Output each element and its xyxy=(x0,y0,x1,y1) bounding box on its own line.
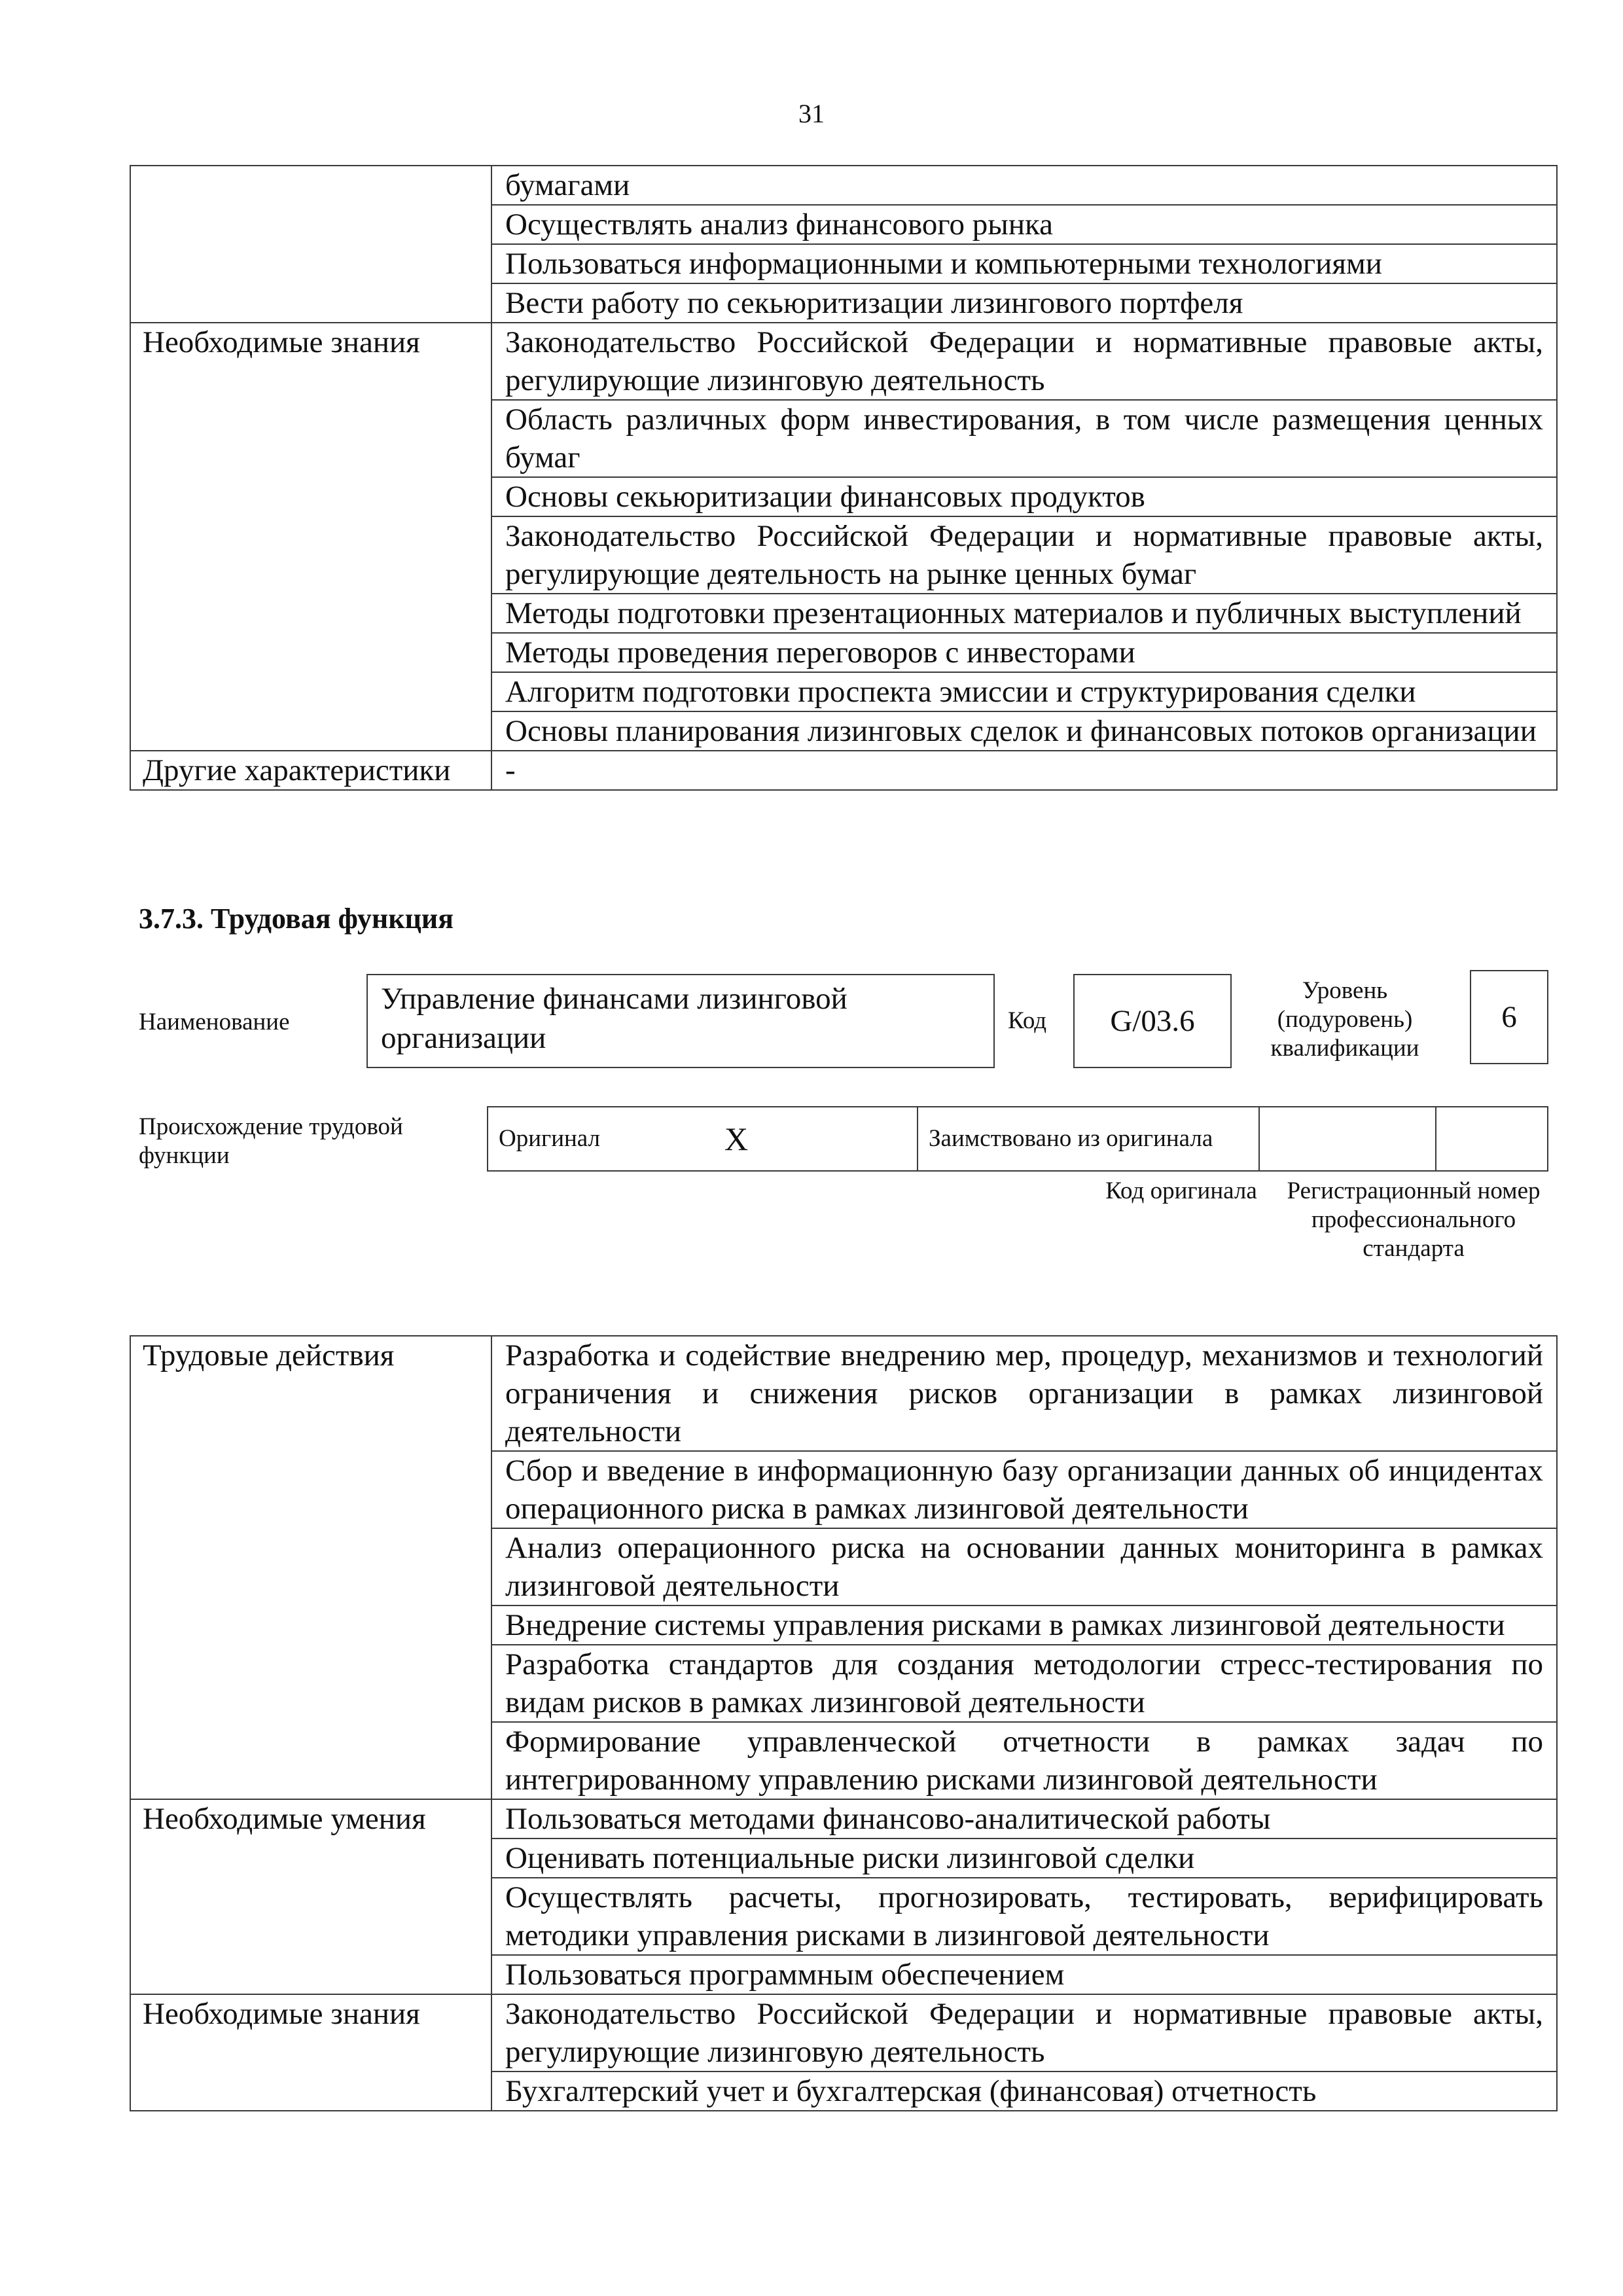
labor-actions-label: Трудовые действия xyxy=(130,1336,491,1799)
table-row xyxy=(130,1994,1557,2072)
table-cell: Основы планирования лизинговых сделок и финансовых потоков организации xyxy=(491,711,1557,751)
table-cell: Методы подготовки презентационных материалов и публичных выступлений xyxy=(491,594,1557,633)
table-cell: Пользоваться информационными и компьютерными технологиями xyxy=(491,244,1557,283)
table-cell: Формирование управленческой отчетности в рамках задач по интегрированному управлению рисками лизинговой деятельности xyxy=(491,1722,1557,1799)
origin-label: Происхождение трудовой функции xyxy=(139,1113,403,1169)
original-code-cell xyxy=(1259,1107,1436,1171)
table-cell: Сбор и введение в информационную базу организации данных об инцидентах операционного риска в рамках лизинговой деятельности xyxy=(491,1451,1557,1528)
table-cell: Разработка стандартов для создания методологии стресс-тестирования по видам рисков в рамках лизинговой деятельности xyxy=(491,1645,1557,1722)
registration-number-caption: Регистрационный номер профессионального стандарта xyxy=(1287,1177,1541,1262)
table-row xyxy=(130,751,1557,790)
table-row xyxy=(130,1799,1557,1839)
table-cell: Оценивать потенциальные риски лизинговой сделки xyxy=(491,1839,1557,1878)
code-label: Код xyxy=(1008,1007,1047,1034)
table-cell: бумагами xyxy=(491,166,1557,205)
knowledge-label: Необходимые знания xyxy=(130,323,491,751)
function-details-table xyxy=(130,1335,1558,2111)
page-number: 31 xyxy=(798,99,825,128)
skills-label: Необходимые умения xyxy=(130,1799,491,1994)
table-cell: Анализ операционного риска на основании данных мониторинга в рамках лизинговой деятельности xyxy=(491,1528,1557,1605)
name-label: Наименование xyxy=(139,1009,290,1035)
table-row xyxy=(130,166,1557,205)
table-row xyxy=(488,1107,1548,1171)
table-cell: Основы секьюритизации финансовых продуктов xyxy=(491,477,1557,516)
original-label: Оригинал xyxy=(488,1107,724,1171)
table-cell: Пользоваться методами финансово-аналитической работы xyxy=(491,1799,1557,1839)
table-cell: Осуществлять анализ финансового рынка xyxy=(491,205,1557,244)
table-cell: Методы проведения переговоров с инвесторами xyxy=(491,633,1557,672)
original-mark: X xyxy=(724,1107,918,1171)
function-name-box: Управление финансами лизинговой организации xyxy=(366,974,995,1068)
table-cell: Пользоваться программным обеспечением xyxy=(491,1955,1557,1994)
table-cell: Законодательство Российской Федерации и нормативные правовые акты, регулирующие деятельность на рынке ценных бумаг xyxy=(491,516,1557,594)
table-cell: Вести работу по секьюритизации лизингового портфеля xyxy=(491,283,1557,323)
continued-skills-label-cell xyxy=(130,166,491,323)
other-characteristics-value: - xyxy=(491,751,1557,790)
table-row xyxy=(130,323,1557,400)
original-code-caption: Код оригинала xyxy=(1105,1177,1257,1204)
table-cell: Алгоритм подготовки проспекта эмиссии и структурирования сделки xyxy=(491,672,1557,711)
qualification-level-box: 6 xyxy=(1470,970,1548,1064)
table-cell: Законодательство Российской Федерации и нормативные правовые акты, регулирующие лизинговую деятельность xyxy=(491,1994,1557,2072)
origin-table xyxy=(487,1106,1548,1172)
table-cell: Разработка и содействие внедрению мер, процедур, механизмов и технологий ограничения и снижения рисков организации в рамках лизинговой деятельности xyxy=(491,1336,1557,1451)
top-requirements-table xyxy=(130,165,1558,791)
qualification-level-label: Уровень (подуровень) квалификации xyxy=(1270,977,1419,1062)
registration-number-cell xyxy=(1436,1107,1548,1171)
table-cell: Осуществлять расчеты, прогнозировать, тестировать, верифицировать методики управления рисками в лизинговой деятельности xyxy=(491,1878,1557,1955)
table-cell: Законодательство Российской Федерации и нормативные правовые акты, регулирующие лизинговую деятельность xyxy=(491,323,1557,400)
table-row xyxy=(130,1336,1557,1451)
table-cell: Бухгалтерский учет и бухгалтерская (финансовая) отчетность xyxy=(491,2072,1557,2111)
table-cell: Область различных форм инвестирования, в том числе размещения ценных бумаг xyxy=(491,400,1557,477)
knowledge-label: Необходимые знания xyxy=(130,1994,491,2111)
section-heading: 3.7.3. Трудовая функция xyxy=(139,903,454,935)
function-code-box: G/03.6 xyxy=(1073,974,1232,1068)
table-cell: Внедрение системы управления рисками в рамках лизинговой деятельности xyxy=(491,1605,1557,1645)
other-characteristics-label: Другие характеристики xyxy=(130,751,491,790)
borrowed-label: Заимствовано из оригинала xyxy=(918,1107,1259,1171)
